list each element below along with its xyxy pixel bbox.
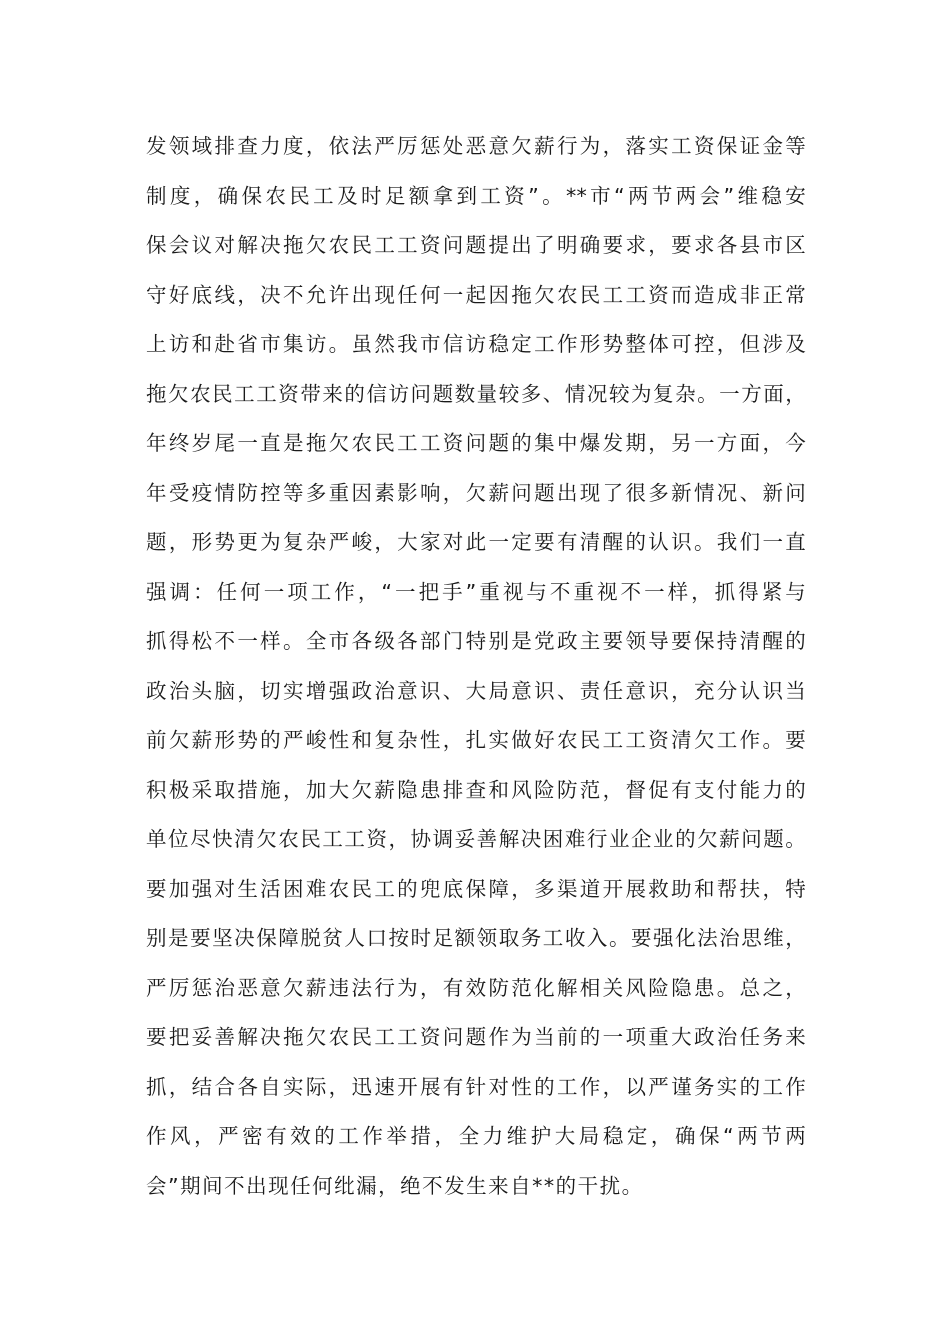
- text-line: 积极采取措施，加大欠薪隐患排查和风险防范，督促有支付能力的: [146, 777, 806, 802]
- text-line: 题，形势更为复杂严峻，大家对此一定要有清醒的认识。我们一直: [146, 530, 806, 554]
- text-line: 制度，确保农民工及时足额拿到工资”。**市“两节两会”维稳安: [146, 183, 806, 208]
- text-line: 政治头脑，切实增强政治意识、大局意识、责任意识，充分认识当: [146, 678, 806, 703]
- text-line: 守好底线，决不允许出现任何一起因拖欠农民工工资而造成非正常: [146, 282, 806, 307]
- text-line: 别是要坚决保障脱贫人口按时足额领取务工收入。要强化法治思维，: [146, 926, 806, 950]
- text-line: 年受疫情防控等多重因素影响，欠薪问题出现了很多新情况、新问: [146, 480, 806, 505]
- text-line: 抓得松不一样。全市各级各部门特别是党政主要领导要保持清醒的: [146, 629, 806, 653]
- text-line: 强调：任何一项工作，“一把手”重视与不重视不一样，抓得紧与: [146, 579, 806, 604]
- text-line: 发领域排查力度，依法严厉惩处恶意欠薪行为，落实工资保证金等: [146, 134, 806, 158]
- text-line: 抓，结合各自实际，迅速开展有针对性的工作，以严谨务实的工作: [146, 1074, 806, 1099]
- text-line: 作风，严密有效的工作举措，全力维护大局稳定，确保“两节两: [146, 1124, 806, 1148]
- text-line: 要加强对生活困难农民工的兜底保障，多渠道开展救助和帮扶，特: [146, 876, 806, 901]
- text-line: 要把妥善解决拖欠农民工工资问题作为当前的一项重大政治任务来: [146, 1025, 806, 1049]
- text-line: 保会议对解决拖欠农民工工资问题提出了明确要求，要求各县市区: [146, 233, 806, 257]
- text-line: 单位尽快清欠农民工工资，协调妥善解决困难行业企业的欠薪问题。: [146, 827, 806, 851]
- text-line: 年终岁尾一直是拖欠农民工工资问题的集中爆发期，另一方面，今: [146, 431, 806, 455]
- text-line: 严厉惩治恶意欠薪违法行为，有效防范化解相关风险隐患。总之，: [146, 975, 806, 1000]
- text-line: 前欠薪形势的严峻性和复杂性，扎实做好农民工工资清欠工作。要: [146, 728, 806, 752]
- body-paragraph: [146, 131, 806, 1220]
- text-line: 拖欠农民工工资带来的信访问题数量较多、情况较为复杂。一方面，: [146, 381, 806, 406]
- text-line-last: 会”期间不出现任何纰漏，绝不发生来自**的干扰。: [146, 1173, 644, 1198]
- text-line: 上访和赴省市集访。虽然我市信访稳定工作形势整体可控，但涉及: [146, 332, 806, 356]
